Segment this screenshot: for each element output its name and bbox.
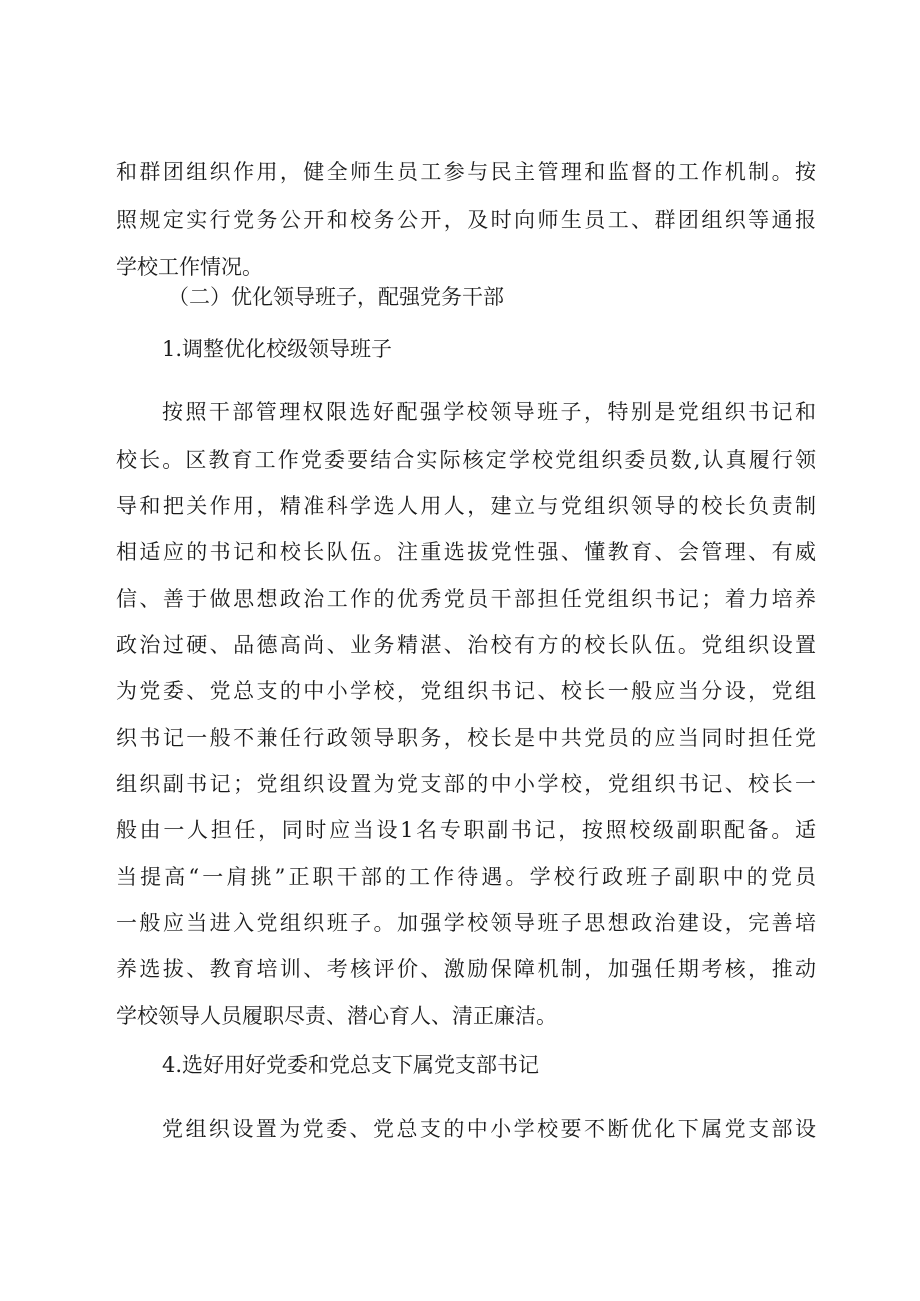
paragraph-line: 组织副书记；党组织设置为党支部的中小学校，党组织书记、校长一 (116, 772, 816, 796)
paragraph-line: 照规定实行党务公开和校务公开，及时向师生员工、群团组织等通报 (116, 208, 816, 232)
sub-heading: 1.调整优化校级领导班子 (162, 337, 393, 361)
paragraph-line: 为党委、党总支的中小学校，党组织书记、校长一般应当分设，党组 (116, 679, 816, 703)
paragraph-line: 当提高“一肩挑”正职干部的工作待遇。学校行政班子副职中的党员 (116, 865, 816, 889)
paragraph-line: 导和把关作用，精准科学选人用人，建立与党组织领导的校长负责制 (116, 494, 816, 518)
section-heading: （二）优化领导班子，配强党务干部 (168, 285, 504, 309)
paragraph-line: 信、善于做思想政治工作的优秀党员干部担任党组织书记；着力培养 (116, 587, 816, 611)
paragraph-line: 织书记一般不兼任行政领导职务，校长是中共党员的应当同时担任党 (116, 726, 816, 750)
paragraph-line: 般由一人担任，同时应当设1名专职副书记，按照校级副职配备。适 (116, 818, 816, 842)
paragraph-line: 学校领导人员履职尽责、潜心育人、清正廉洁。 (116, 1004, 557, 1028)
paragraph-line: 一般应当进入党组织班子。加强学校领导班子思想政治建设，完善培 (116, 911, 816, 935)
paragraph-line: 党组织设置为党委、党总支的中小学校要不断优化下属党支部设 (162, 1117, 816, 1141)
paragraph-line: 养选拔、教育培训、考核评价、激励保障机制，加强任期考核，推动 (116, 957, 816, 981)
sub-heading: 4.选好用好党委和党总支下属党支部书记 (162, 1053, 540, 1077)
paragraph-line: 和群团组织作用，健全师生员工参与民主管理和监督的工作机制。按 (116, 160, 816, 184)
paragraph-line: 学校工作情况。 (116, 255, 263, 279)
paragraph-line: 相适应的书记和校长队伍。注重选拔党性强、懂教育、会管理、有威 (116, 540, 816, 564)
paragraph-line: 政治过硬、品德高尚、业务精湛、治校有方的校长队伍。党组织设置 (116, 633, 816, 657)
paragraph-line: 校长。区教育工作党委要结合实际核定学校党组织委员数,认真履行领 (116, 448, 816, 472)
paragraph-line: 按照干部管理权限选好配强学校领导班子，特别是党组织书记和 (162, 400, 816, 424)
